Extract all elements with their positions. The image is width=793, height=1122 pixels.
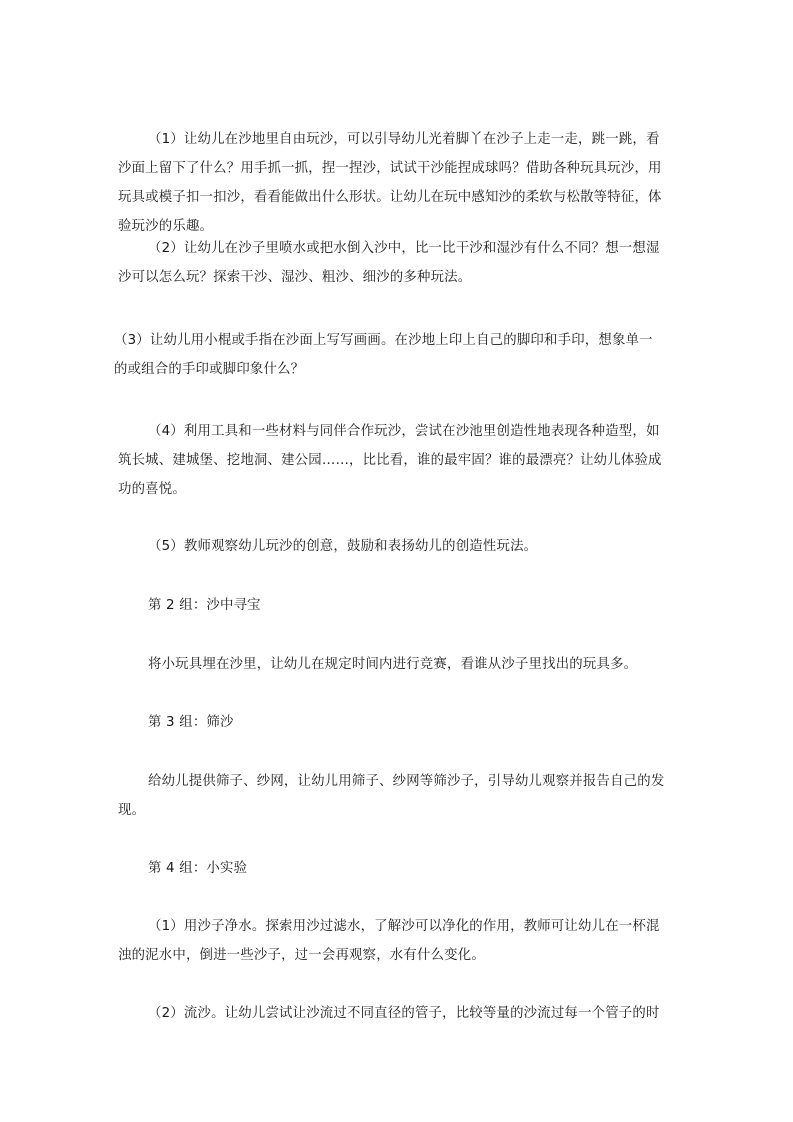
paragraph-cooperative-sand-building <box>118 417 678 504</box>
text-line: 给幼儿提供筛子、纱网，让幼儿用筛子、纱网等筛沙子，引导幼儿观察并报告自己的发 <box>148 774 665 789</box>
paragraph-wet-dry-sand <box>118 234 678 292</box>
paragraph-sand-water-filter <box>118 912 678 970</box>
paragraph-sifting-sand <box>118 767 678 825</box>
text-line: （2）流沙。让幼儿尝试让沙流过不同直径的管子，比较等量的沙流过每一个管子的时 <box>148 1006 660 1021</box>
heading-line: 第 2 组：沙中寻宝 <box>148 598 261 613</box>
text-line: 功的喜悦。 <box>118 482 186 497</box>
group-heading-3 <box>118 708 678 737</box>
paragraph-flowing-sand <box>118 999 678 1028</box>
paragraph-draw-in-sand <box>114 326 674 384</box>
text-line: 沙面上留下了什么？用手抓一抓，捏一捏沙，试试干沙能捏成球吗？借助各种玩具玩沙，用 <box>118 161 662 176</box>
heading-line: 第 3 组：筛沙 <box>148 715 234 730</box>
heading-line: 第 4 组：小实验 <box>148 861 248 876</box>
text-line: 的或组合的手印或脚印象什么？ <box>114 362 305 377</box>
text-line: （3）让幼儿用小棍或手指在沙面上写写画画。在沙地上印上自己的脚印和手印，想象单一 <box>114 333 653 348</box>
text-line: （4）利用工具和一些材料与同伴合作玩沙，尝试在沙池里创造性地表现各种造型，如 <box>148 424 660 439</box>
paragraph-free-sand-play <box>118 125 678 241</box>
text-line: 现。 <box>118 803 146 818</box>
group-heading-2 <box>118 591 678 620</box>
text-line: 筑长城、建城堡、挖地洞、建公园……，比比看，谁的最牢固？谁的最漂亮？让幼儿体验成 <box>118 453 662 468</box>
text-line: （2）让幼儿在沙子里喷水或把水倒入沙中，比一比干沙和湿沙有什么不同？想一想湿 <box>148 241 660 256</box>
text-line: 验玩沙的乐趣。 <box>118 219 214 234</box>
text-line: （1）让幼儿在沙地里自由玩沙，可以引导幼儿光着脚丫在沙子上走一走，跳一跳，看 <box>148 132 660 147</box>
text-line: 沙可以怎么玩？探索干沙、湿沙、粗沙、细沙的多种玩法。 <box>118 270 472 285</box>
text-line: 将小玩具埋在沙里，让幼儿在规定时间内进行竞赛，看谁从沙子里找出的玩具多。 <box>148 657 638 672</box>
paragraph-teacher-observation <box>118 532 678 561</box>
paragraph-treasure-hunt <box>118 650 678 679</box>
text-line: （1）用沙子净水。探索用沙过滤水，了解沙可以净化的作用，教师可让幼儿在一杯混 <box>148 919 660 934</box>
group-heading-4 <box>118 854 678 883</box>
text-line: （5）教师观察幼儿玩沙的创意，鼓励和表扬幼儿的创造性玩法。 <box>148 539 538 554</box>
text-line: 玩具或模子扣一扣沙，看看能做出什么形状。让幼儿在玩中感知沙的柔软与松散等特征，体 <box>118 190 662 205</box>
text-line: 浊的泥水中，倒进一些沙子，过一会再观察，水有什么变化。 <box>118 948 485 963</box>
